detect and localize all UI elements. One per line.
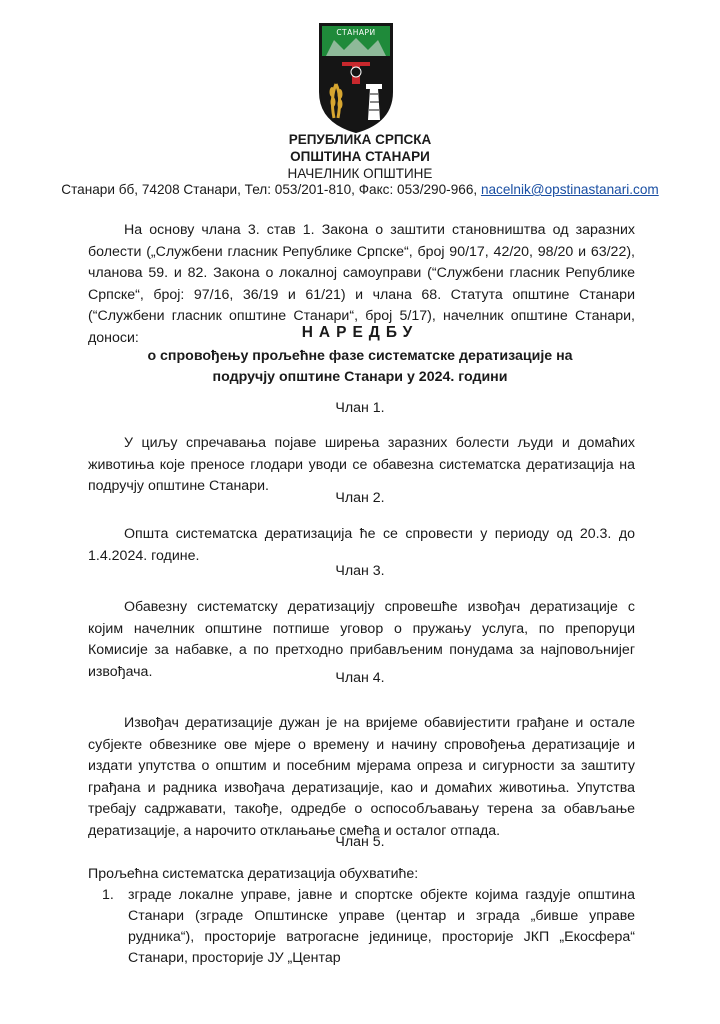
article-3-heading: Члан 3.	[335, 563, 385, 579]
title-main: НАРЕДБУ	[301, 324, 419, 341]
republic-name: РЕПУБЛИКА СРПСКА	[288, 132, 432, 147]
article-1-text: У циљу спречавања појаве ширења заразних болести људи и домаћих животиња које преносе глодари уводи се обавезна систематска дератизација на подручју општине Станари.	[88, 435, 635, 494]
crest-label: СТАНАРИ	[336, 28, 376, 37]
article-3-text: Обавезну систематску дератизацију спровешће извођач дератизације с којим начелник општине потпише уговор о пружању услуга, по препоруци Комисије за набавке, а по претходно прибављеним понудама за најповољнијег извођача.	[88, 599, 635, 680]
scope-list	[88, 885, 635, 969]
list-item-text: зграде локалне управе, јавне и спортске објекте којима газдује општина Станари (зграде Општинске управе (центар и зграда „бивше управе рудника“), просторије ватрогасне јединице, просторије ЈКП „Екосфера“ Станари, просторије ЈУ „Центар	[128, 887, 635, 966]
office-name: НАЧЕЛНИК ОПШТИНЕ	[287, 166, 433, 181]
letterhead	[0, 131, 720, 197]
article-2-heading: Члан 2.	[335, 490, 385, 506]
contact-details: Станари бб, 74208 Станари, Тел: 053/201-810, Факс: 053/290-966,	[61, 182, 481, 197]
article-2-text: Општа систематска дератизација ће се спровести у периоду од 20.3. до 1.4.2024. године.	[88, 526, 635, 564]
scope-intro: Прољећна систематска дератизација обухватиће:	[88, 866, 419, 882]
document-title	[0, 324, 720, 388]
article-5-heading: Члан 5.	[335, 834, 385, 850]
email-link[interactable]: nacelnik@opstinastanari.com	[480, 182, 659, 197]
list-item-number: 1.	[102, 887, 114, 903]
municipality-coat-of-arms	[318, 22, 394, 134]
contact-line	[0, 181, 720, 198]
list-item	[88, 885, 635, 969]
title-subtitle-line-1: о спровођењу прољећне фазе систематске дератизације на	[147, 348, 573, 364]
municipality-name: ОПШТИНА СТАНАРИ	[290, 149, 430, 164]
article-4-text: Извођач дератизације дужан је на вријеме обавијестити грађане и остале субјекте обвезнике ове мјере о времену и начину спровођења дератизације и издати упутства о општим и посебним мјерама опреза и сигурности за заштиту грађана и радника извођача дератизације, као и домаћих животиња. Упутства требају садржавати, такође, одредбе о оспособљавању терена за обављање дератизације, а нарочито отклањање смећа и осталог отпада.	[88, 715, 635, 839]
title-subtitle-line-2: подручју општине Станари у 2024. години	[212, 369, 508, 385]
article-1-heading: Члан 1.	[335, 400, 385, 416]
preamble: На основу члана 3. став 1. Закона о заштити становништва од заразних болести („Службени гласник Републике Српске“, број 90/17, 42/20, 98/20 и 63/22), чланова 59. и 82. Закона о локалној самоуправи (“Службени гласник Републике Српске“, број: 97/16, 36/19 и 61/21) и члана 68. Статута општине Станари (“Службени гласник општине Станари“, број 5/17), начелник општине Станари, доноси:	[88, 222, 635, 346]
article-4-heading: Члан 4.	[335, 670, 385, 686]
